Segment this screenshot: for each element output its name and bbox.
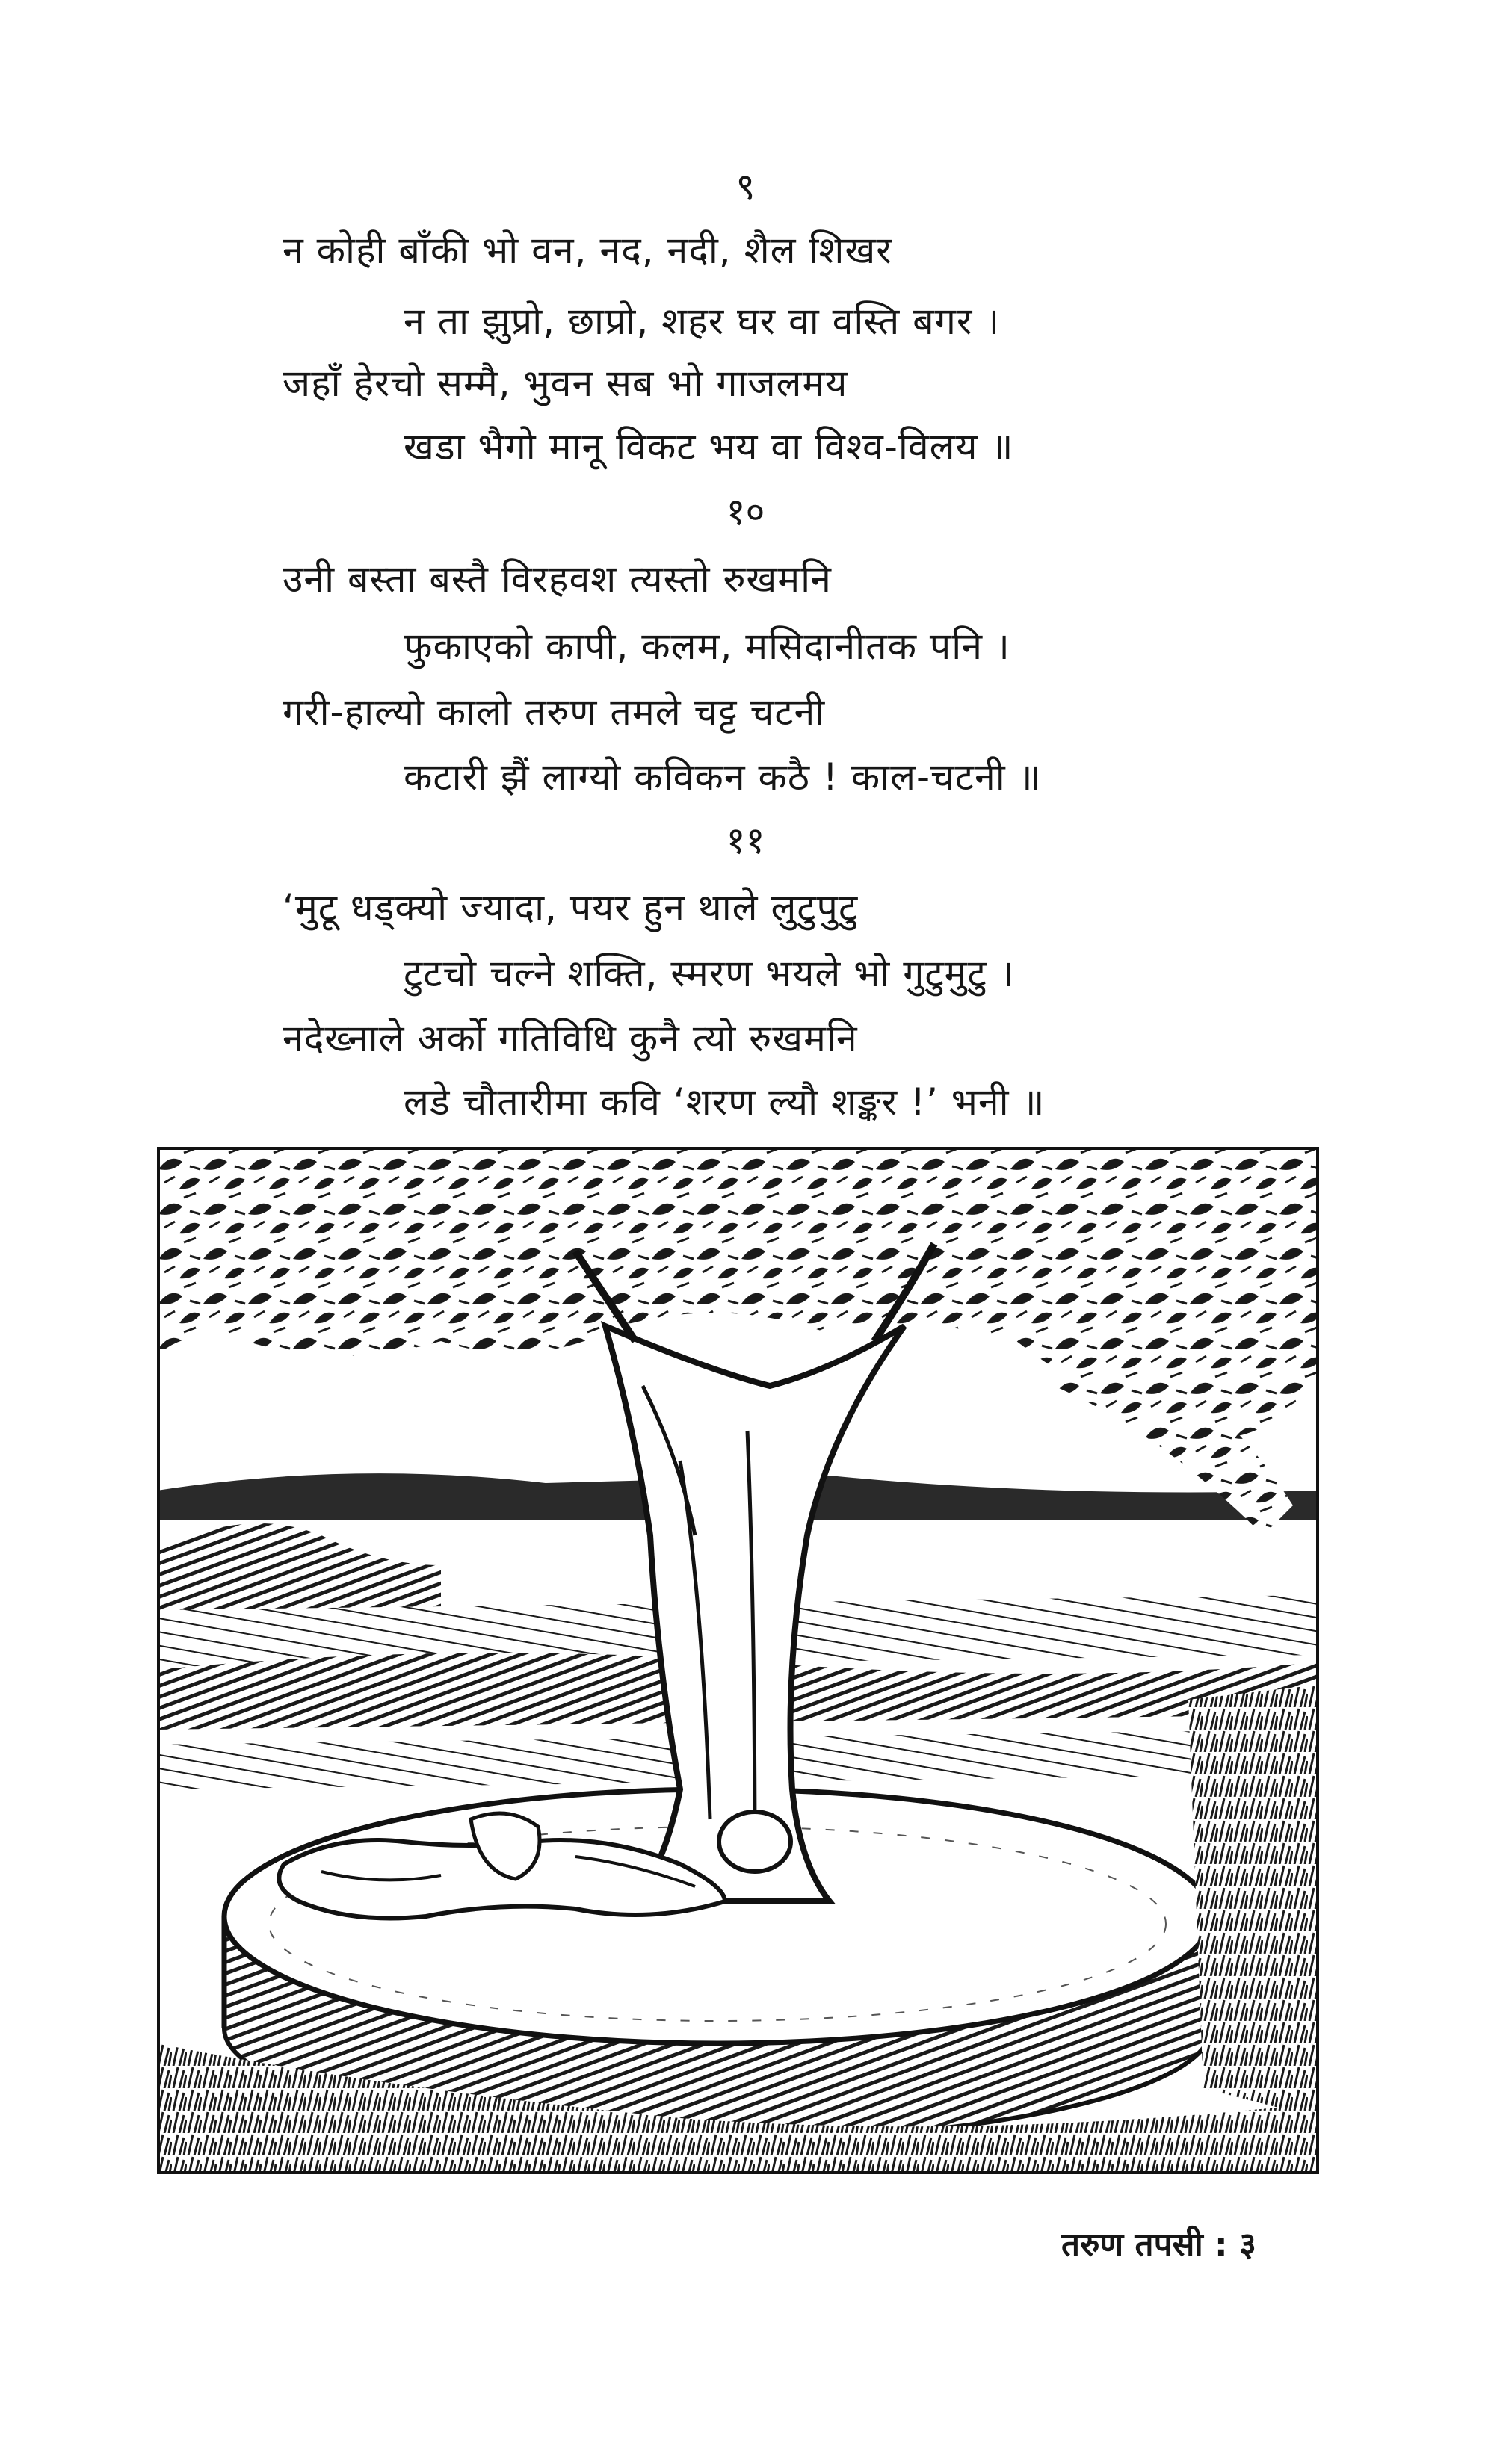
running-footer: तरुण तपसी : ३ [1061, 2226, 1256, 2264]
stanza-number: ९ [735, 165, 756, 208]
verse-line: लडे चौतारीमा कवि ‘शरण ल्यौ शङ्कर !’ भनी ॥ [404, 1080, 1046, 1124]
verse-line: कटारी झैं लाग्यो कविकन कठै ! काल-चटनी ॥ [404, 755, 1042, 799]
verse-line: फुकाएको कापी, कलम, मसिदानीतक पनि । [404, 625, 1010, 668]
verse-line: नदेख्नाले अर्को गतिविधि कुनै त्यो रुखमनि [283, 1017, 858, 1060]
verse-line: न ता झुप्रो, छाप्रो, शहर घर वा वस्ति बगर । [404, 300, 1001, 343]
verse-line: टुटचो चल्ने शक्ति, स्मरण भयले भो गुटुमुटु । [404, 952, 1015, 995]
verse-line: उनी बस्ता बस्तै विरहवश त्यस्तो रुखमनि [283, 557, 832, 601]
verse-line: जहाँ हेरचो सम्मै, भुवन सब भो गाजलमय [283, 362, 848, 405]
verse-line: ‘मुटू धड्क्यो ज्यादा, पयर हुन थाले लुटुपुटु [283, 886, 859, 929]
verse-line: खडा भैगो मानू विकट भय वा विश्व-विलय ॥ [404, 425, 1014, 468]
verse-line: गरी-हाल्यो कालो तरुण तमले चट्ट चटनी [283, 690, 826, 734]
verse-line: न कोही बाँकी भो वन, नद, नदी, शैल शिखर [283, 229, 892, 272]
stanza-number: ११ [726, 819, 765, 862]
stanza-number: १० [726, 490, 765, 533]
tree-chautari-sleeping-poet-illustration [157, 1147, 1319, 2174]
